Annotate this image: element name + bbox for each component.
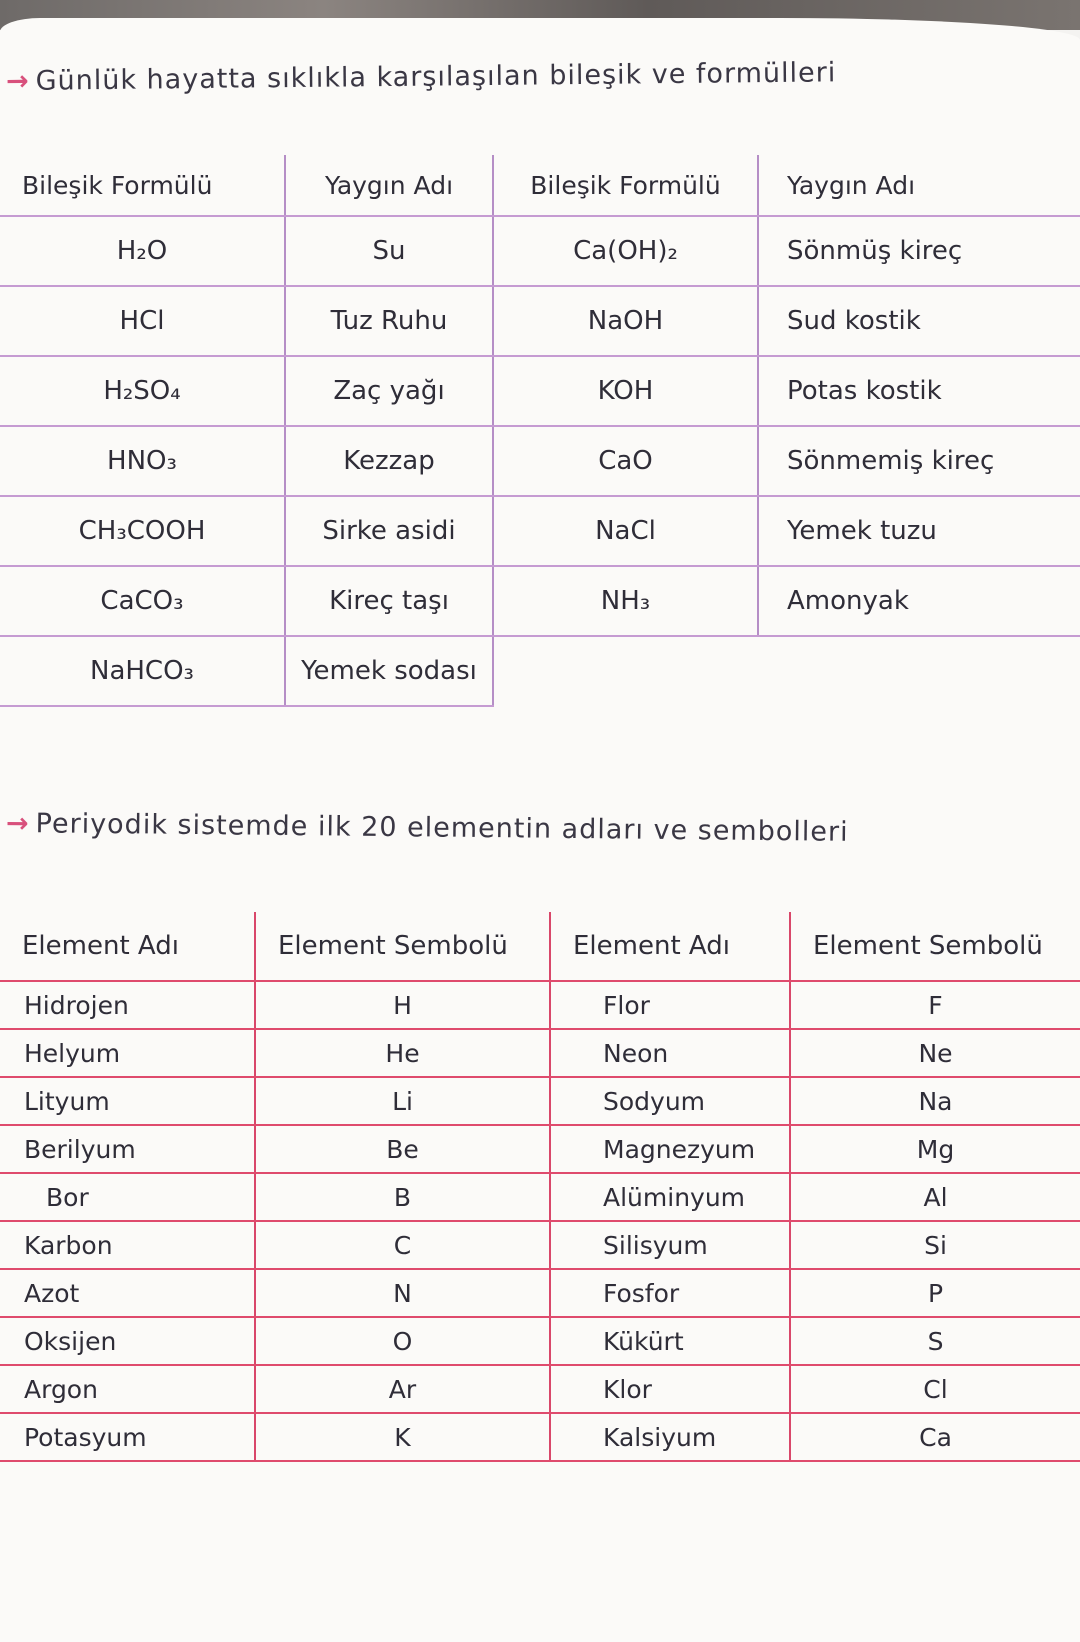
element-symbol-cell: Cl (790, 1365, 1080, 1413)
element-name-cell: Argon (0, 1365, 255, 1413)
common-name-cell: Potas kostik (758, 356, 1080, 426)
formula-cell: HNO₃ (0, 426, 285, 496)
formula-cell: CaO (493, 426, 758, 496)
element-symbol-cell: Ar (255, 1365, 550, 1413)
empty-cell (493, 636, 758, 706)
element-symbol-cell: He (255, 1029, 550, 1077)
element-symbol-cell: K (255, 1413, 550, 1461)
element-symbol-cell: F (790, 981, 1080, 1029)
formula-cell: HCl (0, 286, 285, 356)
element-symbol-cell: Mg (790, 1125, 1080, 1173)
formula-cell: NaCl (493, 496, 758, 566)
empty-cell (758, 636, 1080, 706)
formula-cell: H₂SO₄ (0, 356, 285, 426)
compounds-table (0, 155, 1080, 707)
table-row (0, 1317, 1080, 1365)
element-symbol-cell: H (255, 981, 550, 1029)
element-name-cell: Alüminyum (550, 1173, 790, 1221)
element-symbol-cell: Si (790, 1221, 1080, 1269)
element-name-cell: Potasyum (0, 1413, 255, 1461)
table-row (0, 1221, 1080, 1269)
common-name-cell: Sirke asidi (285, 496, 493, 566)
elements-header-row (0, 912, 1080, 981)
column-header: Bileşik Formülü (0, 155, 285, 216)
common-name-cell: Tuz Ruhu (285, 286, 493, 356)
element-name-cell: Sodyum (550, 1077, 790, 1125)
formula-cell: NH₃ (493, 566, 758, 636)
formula-cell: KOH (493, 356, 758, 426)
elements-table (0, 912, 1080, 1462)
common-name-cell: Sönmüş kireç (758, 216, 1080, 286)
element-name-cell: Flor (550, 981, 790, 1029)
table-row (0, 1365, 1080, 1413)
table-row (0, 496, 1080, 566)
column-header: Element Sembolü (255, 912, 550, 981)
table-row (0, 1125, 1080, 1173)
common-name-cell: Su (285, 216, 493, 286)
column-header: Yaygın Adı (285, 155, 493, 216)
common-name-cell: Yemek sodası (285, 636, 493, 706)
formula-cell: NaHCO₃ (0, 636, 285, 706)
element-symbol-cell: S (790, 1317, 1080, 1365)
formula-cell: H₂O (0, 216, 285, 286)
formula-cell: CaCO₃ (0, 566, 285, 636)
element-name-cell: Karbon (0, 1221, 255, 1269)
element-name-cell: Helyum (0, 1029, 255, 1077)
element-symbol-cell: Ne (790, 1029, 1080, 1077)
column-header: Element Adı (0, 912, 255, 981)
element-name-cell: Neon (550, 1029, 790, 1077)
table-row (0, 216, 1080, 286)
element-symbol-cell: P (790, 1269, 1080, 1317)
column-header: Element Sembolü (790, 912, 1080, 981)
element-name-cell: Magnezyum (550, 1125, 790, 1173)
element-name-cell: Azot (0, 1269, 255, 1317)
element-symbol-cell: Ca (790, 1413, 1080, 1461)
element-name-cell: Lityum (0, 1077, 255, 1125)
common-name-cell: Sud kostik (758, 286, 1080, 356)
element-name-cell: Kalsiyum (550, 1413, 790, 1461)
element-symbol-cell: O (255, 1317, 550, 1365)
formula-cell: CH₃COOH (0, 496, 285, 566)
element-symbol-cell: Li (255, 1077, 550, 1125)
arrow-icon: → (5, 808, 30, 840)
element-name-cell: Kükürt (550, 1317, 790, 1365)
element-symbol-cell: B (255, 1173, 550, 1221)
column-header: Bileşik Formülü (493, 155, 758, 216)
common-name-cell: Kezzap (285, 426, 493, 496)
element-symbol-cell: Na (790, 1077, 1080, 1125)
arrow-icon: → (5, 65, 30, 97)
element-symbol-cell: N (255, 1269, 550, 1317)
column-header: Element Adı (550, 912, 790, 981)
table-row (0, 1029, 1080, 1077)
table-row (0, 981, 1080, 1029)
table-row (0, 356, 1080, 426)
element-name-cell: Hidrojen (0, 981, 255, 1029)
formula-cell: NaOH (493, 286, 758, 356)
table-row (0, 1269, 1080, 1317)
table-row (0, 566, 1080, 636)
element-name-cell: Berilyum (0, 1125, 255, 1173)
table-row (0, 286, 1080, 356)
element-name-cell: Bor (0, 1173, 255, 1221)
compounds-title-text: Günlük hayatta sıklıkla karşılaşılan bileşik ve formülleri (35, 57, 837, 97)
common-name-cell: Zaç yağı (285, 356, 493, 426)
compounds-header-row (0, 155, 1080, 216)
column-header: Yaygın Adı (758, 155, 1080, 216)
element-name-cell: Fosfor (550, 1269, 790, 1317)
formula-cell: Ca(OH)₂ (493, 216, 758, 286)
common-name-cell: Yemek tuzu (758, 496, 1080, 566)
table-row (0, 636, 1080, 706)
common-name-cell: Kireç taşı (285, 566, 493, 636)
element-symbol-cell: Al (790, 1173, 1080, 1221)
elements-title-text: Periyodik sistemde ilk 20 elementin adları ve sembolleri (35, 808, 849, 848)
element-symbol-cell: Be (255, 1125, 550, 1173)
table-row (0, 1077, 1080, 1125)
element-name-cell: Oksijen (0, 1317, 255, 1365)
element-name-cell: Silisyum (550, 1221, 790, 1269)
element-symbol-cell: C (255, 1221, 550, 1269)
common-name-cell: Sönmemiş kireç (758, 426, 1080, 496)
element-name-cell: Klor (550, 1365, 790, 1413)
table-row (0, 426, 1080, 496)
common-name-cell: Amonyak (758, 566, 1080, 636)
table-row (0, 1173, 1080, 1221)
table-row (0, 1413, 1080, 1461)
